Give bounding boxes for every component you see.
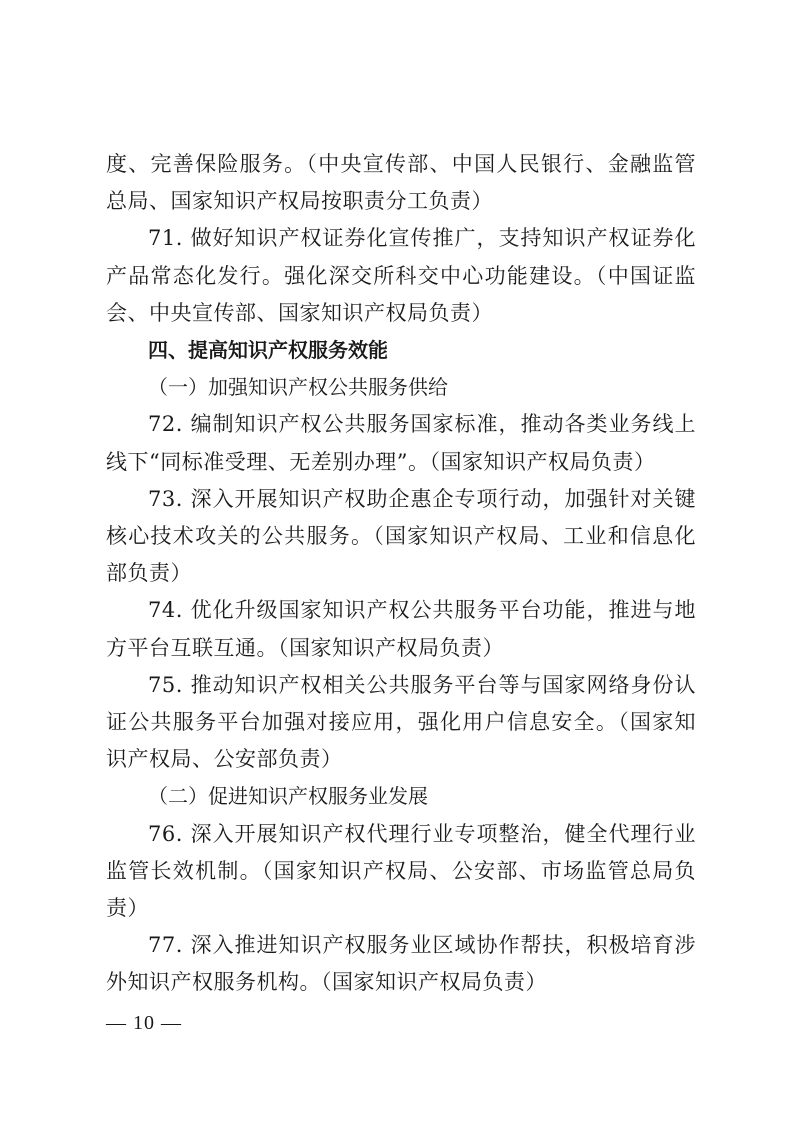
- paragraph-75: 75. 推动知识产权相关公共服务平台等与国家网络身份认证公共服务平台加强对接应用，强化用户信息安全。（国家知识产权局、公安部负责）: [106, 672, 696, 772]
- paragraph-71: 71. 做好知识产权证券化宣传推广，支持知识产权证券化产品常态化发行。强化深交所科交中心功能建设。（中国证监会、中央宣传部、国家知识产权局负责）: [106, 226, 696, 325]
- page-number: — 10 —: [106, 1012, 182, 1034]
- paragraph-76: 76. 深入开展知识产权代理行业专项整治，健全代理行业监管长效机制。（国家知识产权局、公安部、市场监管总局负责）: [106, 821, 696, 921]
- paragraph-77: 77. 深入推进知识产权服务业区域协作帮扶，积极培育涉外知识产权服务机构。（国家知识产权局负责）: [106, 933, 696, 995]
- subsection-heading-2: （二）促进知识产权服务业发展: [148, 784, 428, 809]
- paragraph-73: 73. 深入开展知识产权助企惠企专项行动，加强针对关键核心技术攻关的公共服务。（国家知识产权局、工业和信息化部负责）: [106, 486, 696, 586]
- paragraph-74: 74. 优化升级国家知识产权公共服务平台功能，推进与地方平台互联互通。（国家知识产权局负责）: [106, 598, 696, 660]
- document-body: [106, 146, 696, 1002]
- paragraph-continued: 度、完善保险服务。（中央宣传部、中国人民银行、金融监管总局、国家知识产权局按职责分工负责）: [106, 152, 696, 214]
- subsection-heading-1: （一）加强知识产权公共服务供给: [148, 375, 448, 400]
- paragraph-72: 72. 编制知识产权公共服务国家标准，推动各类业务线上线下“同标准受理、无差别办理”。（国家知识产权局负责）: [106, 412, 696, 474]
- section-heading: 四、提高知识产权服务效能: [148, 338, 388, 363]
